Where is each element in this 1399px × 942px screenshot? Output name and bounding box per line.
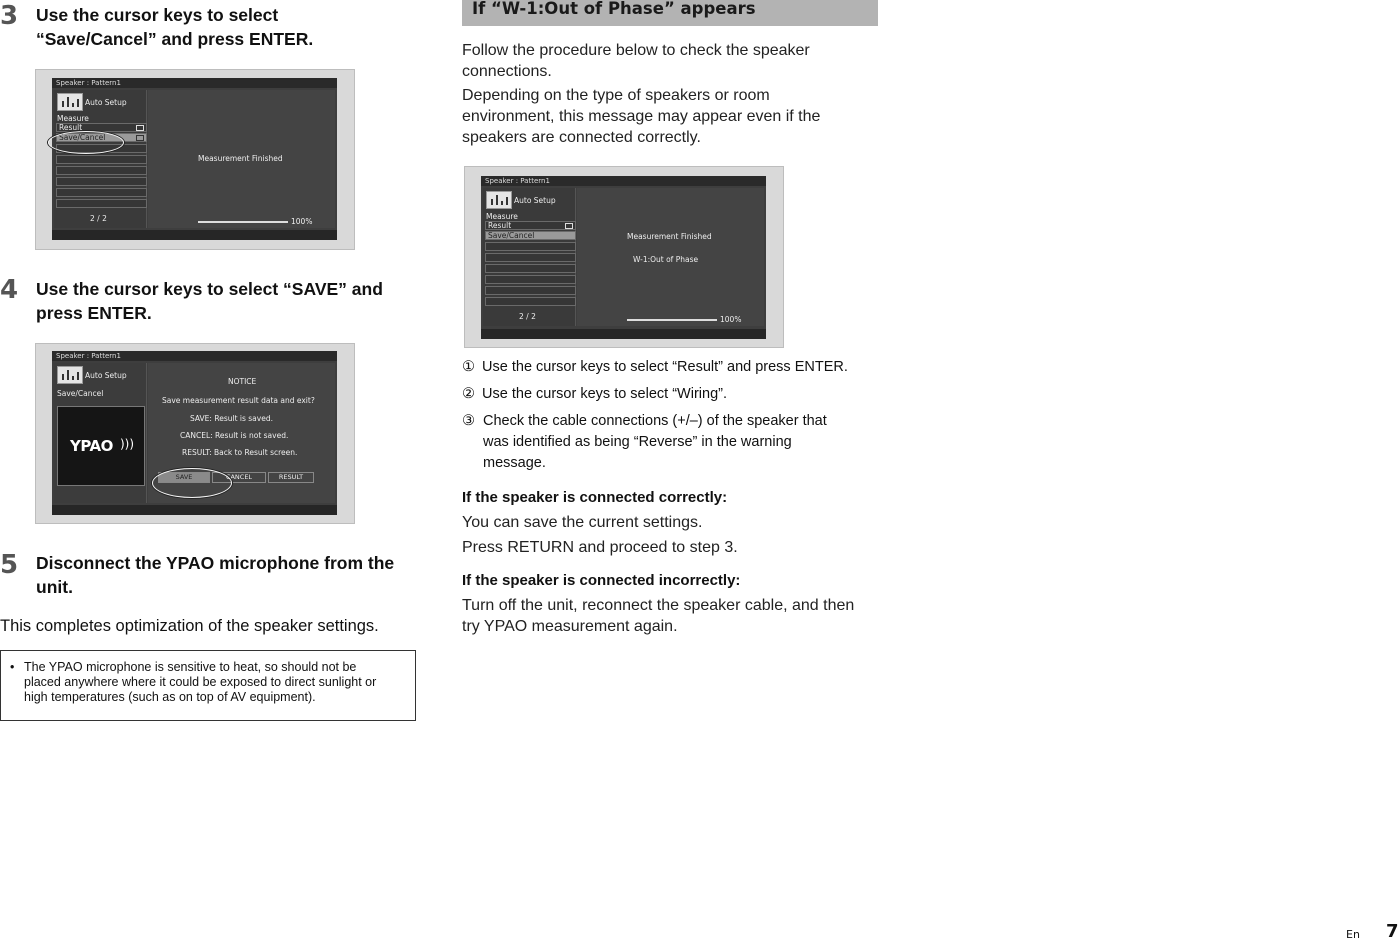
correct-heading: If the speaker is connected correctly: — [462, 489, 728, 506]
substep-1-mark: ① — [462, 359, 475, 375]
step-3-text — [36, 3, 416, 51]
progress-percent: 100% — [720, 315, 742, 324]
notice-save-line: SAVE: Result is saved. — [190, 414, 273, 423]
step-3-line2: “Save/Cancel” and press ENTER. — [36, 29, 314, 49]
intro-p2-line3: speakers are connected correctly. — [462, 129, 701, 146]
note-bullet: • — [10, 660, 15, 674]
step-5-number: 5 — [0, 550, 19, 580]
step-5-text — [36, 551, 426, 599]
intro-p2-line2: environment, this message may appear even if the — [462, 108, 821, 125]
substep-3-line1: Check the cable connections (+/–) of the speaker that — [483, 413, 827, 429]
screen-footer — [52, 230, 337, 240]
note-line1: The YPAO microphone is sensitive to heat, so should not be — [24, 660, 357, 674]
substep-3-mark: ③ — [462, 413, 475, 429]
substep-2 — [462, 384, 882, 405]
correct-line2: Press RETURN and proceed to step 3. — [462, 539, 738, 556]
note-line3: high temperatures (such as on top of AV equipment). — [24, 690, 316, 704]
menu-row-empty — [485, 286, 576, 295]
menu-panel — [54, 363, 147, 503]
step-5-line1: Disconnect the YPAO microphone from the — [36, 553, 395, 573]
notice-cancel-line: CANCEL: Result is not saved. — [180, 431, 289, 440]
section-heading-bar — [462, 0, 878, 26]
speaker-eq-icon — [57, 366, 83, 384]
screenshot-out-of-phase — [464, 166, 784, 348]
progress-bar — [627, 319, 717, 321]
menu-row-empty — [56, 166, 147, 175]
notice-heading: NOTICE — [228, 377, 257, 386]
folder-icon — [136, 125, 144, 131]
tv-screen — [52, 78, 337, 240]
screen-title: Speaker : Pattern1 — [52, 351, 337, 361]
notice-question: Save measurement result data and exit? — [162, 396, 315, 405]
sound-waves-icon: ))) — [120, 437, 135, 451]
substep-1-text: Use the cursor keys to select “Result” and press ENTER. — [482, 359, 848, 375]
note-text — [24, 660, 410, 705]
save-button[interactable]: SAVE — [158, 472, 210, 483]
step-3-number: 3 — [0, 1, 19, 31]
menu-panel — [54, 90, 147, 228]
menu-item-save-cancel-label: Save/Cancel — [59, 133, 106, 142]
menu-row-empty — [56, 155, 147, 164]
page-indicator: 2 / 2 — [519, 312, 536, 321]
menu-item-save-cancel[interactable] — [485, 231, 576, 240]
auto-setup-label: Auto Setup — [85, 98, 127, 107]
highlight-circle — [152, 468, 232, 498]
substep-3-line2: was identified as being “Reverse” in the warning — [483, 434, 792, 450]
note-line2: placed anywhere where it could be exposed to direct sunlight or — [24, 675, 377, 689]
page-number: 7 — [1386, 921, 1399, 942]
screen-title: Speaker : Pattern1 — [52, 78, 337, 88]
substep-3-text — [483, 411, 883, 474]
menu-item-result-label: Result — [488, 221, 512, 230]
ypao-logo-panel — [57, 406, 145, 486]
menu-row-empty — [485, 264, 576, 273]
highlight-circle — [48, 131, 124, 154]
incorrect-heading: If the speaker is connected incorrectly: — [462, 572, 741, 589]
step-5-line2: unit. — [36, 577, 73, 597]
incorrect-line2: try YPAO measurement again. — [462, 618, 678, 635]
menu-row-empty — [56, 199, 147, 208]
substep-2-text: Use the cursor keys to select “Wiring”. — [482, 386, 727, 402]
step-3-line1: Use the cursor keys to select — [36, 5, 279, 25]
menu-item-result[interactable] — [56, 123, 147, 132]
progress-percent: 100% — [291, 217, 313, 226]
main-panel — [148, 90, 335, 228]
substep-3-line3: message. — [483, 455, 546, 471]
screen-footer — [481, 329, 766, 339]
speaker-eq-icon — [486, 191, 512, 209]
notice-result-line: RESULT: Back to Result screen. — [182, 448, 298, 457]
menu-item-result-label: Result — [59, 123, 83, 132]
menu-row-empty — [485, 297, 576, 306]
menu-panel — [483, 188, 576, 326]
menu-row-empty — [485, 275, 576, 284]
intro-p1-line1: Follow the procedure below to check the speaker — [462, 42, 810, 59]
incorrect-line1: Turn off the unit, reconnect the speaker cable, and then — [462, 597, 855, 614]
screen-footer — [52, 505, 337, 515]
step-4-number: 4 — [0, 275, 19, 305]
tv-screen — [481, 176, 766, 339]
page-indicator: 2 / 2 — [90, 214, 107, 223]
measure-label: Measure — [57, 114, 89, 123]
folder-icon — [136, 135, 144, 141]
section-title: If “W-1:Out of Phase” appears — [472, 0, 756, 18]
language-label: En — [1346, 928, 1360, 941]
speaker-eq-icon — [57, 93, 83, 111]
step-4-line1: Use the cursor keys to select “SAVE” and — [36, 279, 383, 299]
main-panel — [577, 188, 764, 326]
screen-title: Speaker : Pattern1 — [481, 176, 766, 186]
measure-label: Measure — [486, 212, 518, 221]
completion-text: This completes optimization of the speaker settings. — [0, 617, 379, 635]
auto-setup-label: Auto Setup — [514, 196, 556, 205]
incorrect-text — [462, 595, 882, 637]
menu-row-empty — [485, 253, 576, 262]
status-text: Measurement Finished — [198, 154, 283, 163]
intro-p1-line2: connections. — [462, 63, 552, 80]
intro-paragraph-2 — [462, 85, 878, 148]
menu-item-result[interactable] — [485, 221, 576, 230]
menu-row-empty — [485, 242, 576, 251]
status-text: Measurement Finished — [627, 232, 712, 241]
step-4-line2: press ENTER. — [36, 303, 152, 323]
substep-2-mark: ② — [462, 386, 475, 402]
folder-icon — [565, 223, 573, 229]
menu-item-save-cancel-label: Save/Cancel — [488, 231, 535, 240]
correct-line1: You can save the current settings. — [462, 514, 703, 531]
substep-1 — [462, 357, 882, 378]
screenshot-save-notice — [35, 343, 355, 524]
ypao-logo: YPAO — [70, 437, 113, 455]
step-4-text — [36, 277, 426, 325]
intro-paragraph-1 — [462, 40, 878, 82]
progress-bar — [198, 221, 288, 223]
menu-row-empty — [56, 177, 147, 186]
cancel-button[interactable]: CANCEL — [212, 472, 266, 483]
intro-p2-line1: Depending on the type of speakers or room — [462, 87, 770, 104]
save-cancel-label: Save/Cancel — [57, 389, 104, 398]
menu-row-empty — [56, 188, 147, 197]
note-box — [0, 650, 416, 721]
auto-setup-label: Auto Setup — [85, 371, 127, 380]
result-button[interactable]: RESULT — [268, 472, 314, 483]
screenshot-save-cancel — [35, 69, 355, 250]
warning-text: W-1:Out of Phase — [633, 255, 699, 264]
